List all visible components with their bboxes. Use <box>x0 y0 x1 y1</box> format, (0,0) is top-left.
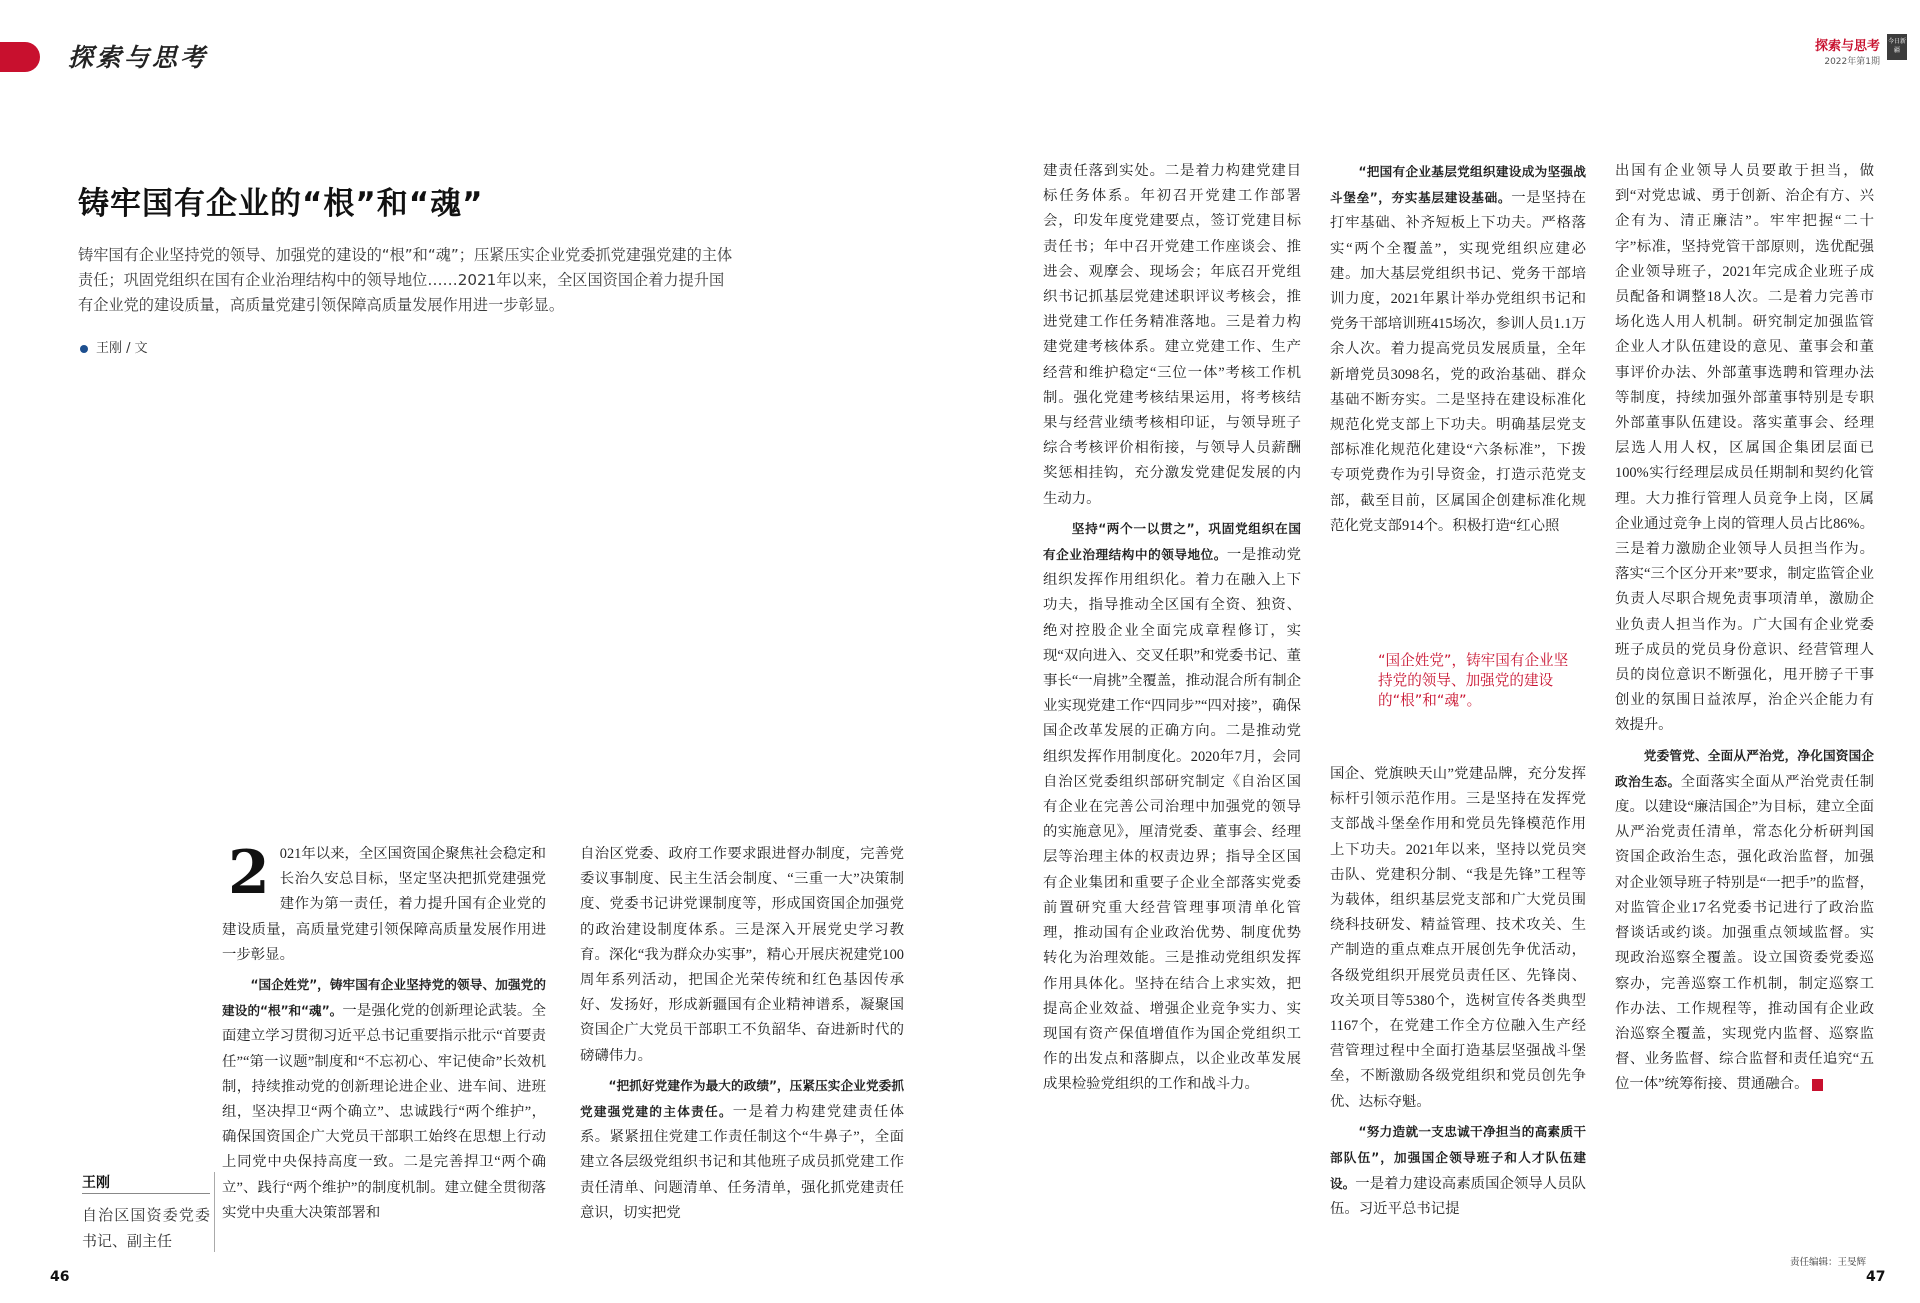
body-column-2 <box>580 842 904 1226</box>
divider <box>82 1193 210 1194</box>
body-column-4-top <box>1330 159 1586 539</box>
body-column-5 <box>1615 159 1874 1098</box>
issue-label: 2022年第1期 <box>1824 57 1880 67</box>
byline-dot-icon <box>80 345 88 353</box>
paragraph: 国企、党旗映天山”党建品牌，充分发挥标杆引领示范作用。三是坚持在发挥党支部战斗堡垒作用和党员先锋模范作用上下功夫。2021年以来，坚持以党员突击队、党建积分制、“我是先锋”工程等为载体，组织基层党支部和广大党员围绕科技研发、精益管理、技术攻关、生产制造的重点难点开展创先争优活动，各级党组织开展党员责任区、先锋岗、攻关项目等5380个，选树宣传各类典型1167个，在党建工作全方位融入生产经营管理过程中全面打造基层坚强战斗堡垒，不断激励各级党组织和党员创先争优、达标夺魁。 <box>1330 766 1586 1110</box>
paragraph: 建责任落到实处。二是着力构建党建目标任务体系。年初召开党建工作部署会，印发年度党建要点，签订党建目标责任书；年中召开党建工作座谈会、推进会、观摩会、现场会；年底召开党组织书记抓基层党建述职评议考核会，推进党建工作任务精准落地。三是着力构建党建考核体系。建立党建工作、生产经营和维护稳定“三位一体”考核工作机制。强化党建考核结果运用，将考核结果与经营业绩考核相印证，与领导班子综合考核评价相衔接，与领导人员薪酬奖惩相挂钩，充分激发党建促发展的内生动力。 <box>1043 163 1301 507</box>
subheading-emphasis: “努力造就一支忠诚干净担当的高素质干部队伍”，加强国企领导班子和人才队伍建设。 <box>1330 1123 1586 1192</box>
subheading-emphasis: “国企姓党”，铸牢国有企业坚持党的领导、加强党的建设的“根”和“魂”。 <box>222 977 546 1019</box>
section-title-right: 探索与思考 <box>1814 39 1880 54</box>
subheading-emphasis: 坚持“两个一以贯之”，巩固党组织在国有企业治理结构中的领导地位。 <box>1043 520 1301 563</box>
paragraph: “把国有企业基层党组织建设成为坚强战斗堡垒”，夯实基层建设基础。一是坚持在打牢基础、补齐短板上下功夫。严格落实“两个全覆盖”，实现党组织应建必建。加大基层党组织书记、党务干部培训力度，2021年累计举办党组织书记和党务干部培训班415场次，参训人员1.1万余人次。着力提高党员发展质量，全年新增党员3098名，党的政治基础、群众基础不断夯实。二是坚持在建设标准化规范化党支部上下功夫。明确基层党支部标准化规范化建设“六条标准”，下拨专项党费作为引导资金，打造示范党支部，截至目前，区属国企创建标准化规范化党支部914个。积极打造“红心照 <box>1330 164 1586 534</box>
paragraph: 党委管党、全面从严治党，净化国资国企政治生态。全面落实全面从严治党责任制度。以建设“廉洁国企”为目标，建立全面从严治党责任清单，常态化分析研判国资国企政治生态，强化政治监督，加强对企业领导班子特别是“一把手”的监督，对监管企业17名党委书记进行了政治监督谈话或约谈。加强重点领域监督。实现政治巡察全覆盖。设立国资委党委巡察办，完善巡察工作机制，制定巡察工作办法、工作规程等，推动国有企业政治巡察全覆盖，实现党内监督、巡察监督、业务监督、综合监督和责任追究“五位一体”统筹衔接、贯通融合。 <box>1615 747 1874 1093</box>
article-lead: 铸牢国有企业坚持党的领导、加强党的建设的“根”和“魂”；压紧压实企业党委抓党建强党建的主体责任；巩固党组织在国有企业治理结构中的领导地位……2021年以来，全区国资国企着力提升国有企业党的建设质量，高质量党建引领保障高质量发展作用进一步彰显。 <box>78 246 733 314</box>
paragraph: “努力造就一支忠诚干净担当的高素质干部队伍”，加强国企领导班子和人才队伍建设。一是着力建设高素质国企领导人员队伍。习近平总书记提 <box>1330 1123 1586 1218</box>
body-column-4-bottom <box>1330 762 1586 1223</box>
paragraph: “国企姓党”，铸牢国有企业坚持党的领导、加强党的建设的“根”和“魂”。一是强化党的创新理论武装。全面建立学习贯彻习近平总书记重要指示批示“首要责任”“第一议题”制度和“不忘初心、牢记使命”长效机制，持续推动党的创新理论进企业、进车间、进班组，坚决捍卫“两个确立”、忠诚践行“两个维护”，确保国资国企广大党员干部职工始终在思想上行动上同党中央保持高度一致。二是完善捍卫“两个确立”、践行“两个维护”的制度机制。建立健全贯彻落实党中央重大决策部署和 <box>222 977 546 1221</box>
running-header-right <box>1800 35 1880 67</box>
pull-quote: “国企姓党”，铸牢国有企业坚持党的领导、加强党的建设的“根”和“魂”。 <box>1378 652 1569 709</box>
author-bio-desc: 自治区国资委党委书记、副主任 <box>82 1206 210 1250</box>
paragraph: 坚持“两个一以贯之”，巩固党组织在国有企业治理结构中的领导地位。一是推动党组织发挥作用组织化。着力在融入上下功夫，指导推动全区国有全资、独资、绝对控股企业全面完成章程修订，实现“双向进入、交叉任职”和党委书记、董事长“一肩挑”全覆盖，推动混合所有制企业实现党建工作“四同步”“四对接”，确保国企改革发展的正确方向。二是推动党组织发挥作用制度化。2020年7月，会同自治区党委组织部研究制定《自治区国有企业在完善公司治理中加强党的领导的实施意见》，厘清党委、董事会、经理层等治理主体的权责边界；指导全区国有企业集团和重要子企业全部落实党委前置研究重大经营管理事项清单化管理，推动国有企业政治优势、制度优势转化为治理效能。三是推动党组织发挥作用具体化。坚持在结合上求实效，把提高企业效益、增强企业竞争实力、实现国有资产保值增值作为国企党组织工作的出发点和落脚点，以企业改革发展成果检验党组织的工作和战斗力。 <box>1043 520 1301 1093</box>
section-title-left: 探索与思考 <box>68 43 209 72</box>
paragraph: 自治区党委、政府工作要求跟进督办制度，完善党委议事制度、民主生活会制度、“三重一大”决策制度、党委书记讲党课制度等，形成国资国企加强党的政治建设制度体系。三是深入开展党史学习教育。深化“我为群众办实事”，精心开展庆祝建党100周年系列活动，把国企光荣传统和红色基因传承好、发扬好，形成新疆国有企业精神谱系，凝聚国资国企广大党员干部职工不负韶华、奋进新时代的磅礴伟力。 <box>580 846 904 1064</box>
page-number-left: 46 <box>50 1269 70 1285</box>
byline-text: 王刚 / 文 <box>96 341 148 356</box>
editor-credit: 责任编辑：王旻辉 <box>1790 1257 1867 1268</box>
subheading-emphasis: 党委管党、全面从严治党，净化国资国企政治生态。 <box>1615 747 1874 789</box>
section-tab-marker <box>0 42 40 72</box>
subheading-emphasis: “把抓好党建作为最大的政绩”，压紧压实企业党委抓党建强党建的主体责任。 <box>580 1077 904 1120</box>
divider <box>214 1172 215 1252</box>
author-bio-name: 王刚 <box>82 1175 110 1191</box>
magazine-logo: 今日新疆 <box>1887 34 1907 60</box>
byline <box>80 337 148 356</box>
body-column-3 <box>1043 159 1301 1098</box>
paragraph: “把抓好党建作为最大的政绩”，压紧压实企业党委抓党建强党建的主体责任。一是着力构建党建责任体系。紧紧扭住党建工作责任制这个“牛鼻子”，全面建立各层级党组织书记和其他班子成员抓党建工作责任清单、问题清单、任务清单，强化抓党建责任意识，切实把党 <box>580 1077 904 1221</box>
body-column-1 <box>222 838 546 1226</box>
article-title: 铸牢国有企业的“根”和“魂” <box>78 186 484 222</box>
page-number-right: 47 <box>1866 1269 1886 1285</box>
drop-cap: 2 <box>228 838 270 908</box>
subheading-emphasis: “把国有企业基层党组织建设成为坚强战斗堡垒”，夯实基层建设基础。 <box>1330 164 1586 206</box>
paragraph: 出国有企业领导人员要敢于担当，做到“对党忠诚、勇于创新、治企有方、兴企有为、清正廉洁”。牢牢把握“二十字”标准，坚持党管干部原则，选优配强企业领导班子，2021年完成企业班子成员配备和调整18人次。二是着力完善市场化选人用人机制。研究制定加强监管企业人才队伍建设的意见、董事会和董事评价办法、外部董事选聘和管理办法等制度，持续加强外部董事特别是专职外部董事队伍建设。落实董事会、经理层选人用人权，区属国企集团层面已100%实行经理层成员任期制和契约化管理。大力推行管理人员竞争上岗，区属企业通过竞争上岗的管理人员占比86%。三是着力激励企业领导人员担当作为。落实“三个区分开来”要求，制定监管企业负责人尽职合规免责事项清单，激励企业负责人担当作为。广大国有企业党委班子成员的党员身份意识、经营管理人员的岗位意识不断强化，甩开膀子干事创业的氛围日益浓厚，治企兴企能力有效提升。 <box>1615 163 1874 734</box>
article-end-mark-icon <box>1812 1079 1823 1091</box>
paragraph: 2 021年以来，全区国资国企聚焦社会稳定和长治久安总目标，坚定坚决把抓党建强党建作为第一责任，着力提升国有企业党的建设质量，高质量党建引领保障高质量发展作用进一步彰显。 <box>222 838 546 963</box>
